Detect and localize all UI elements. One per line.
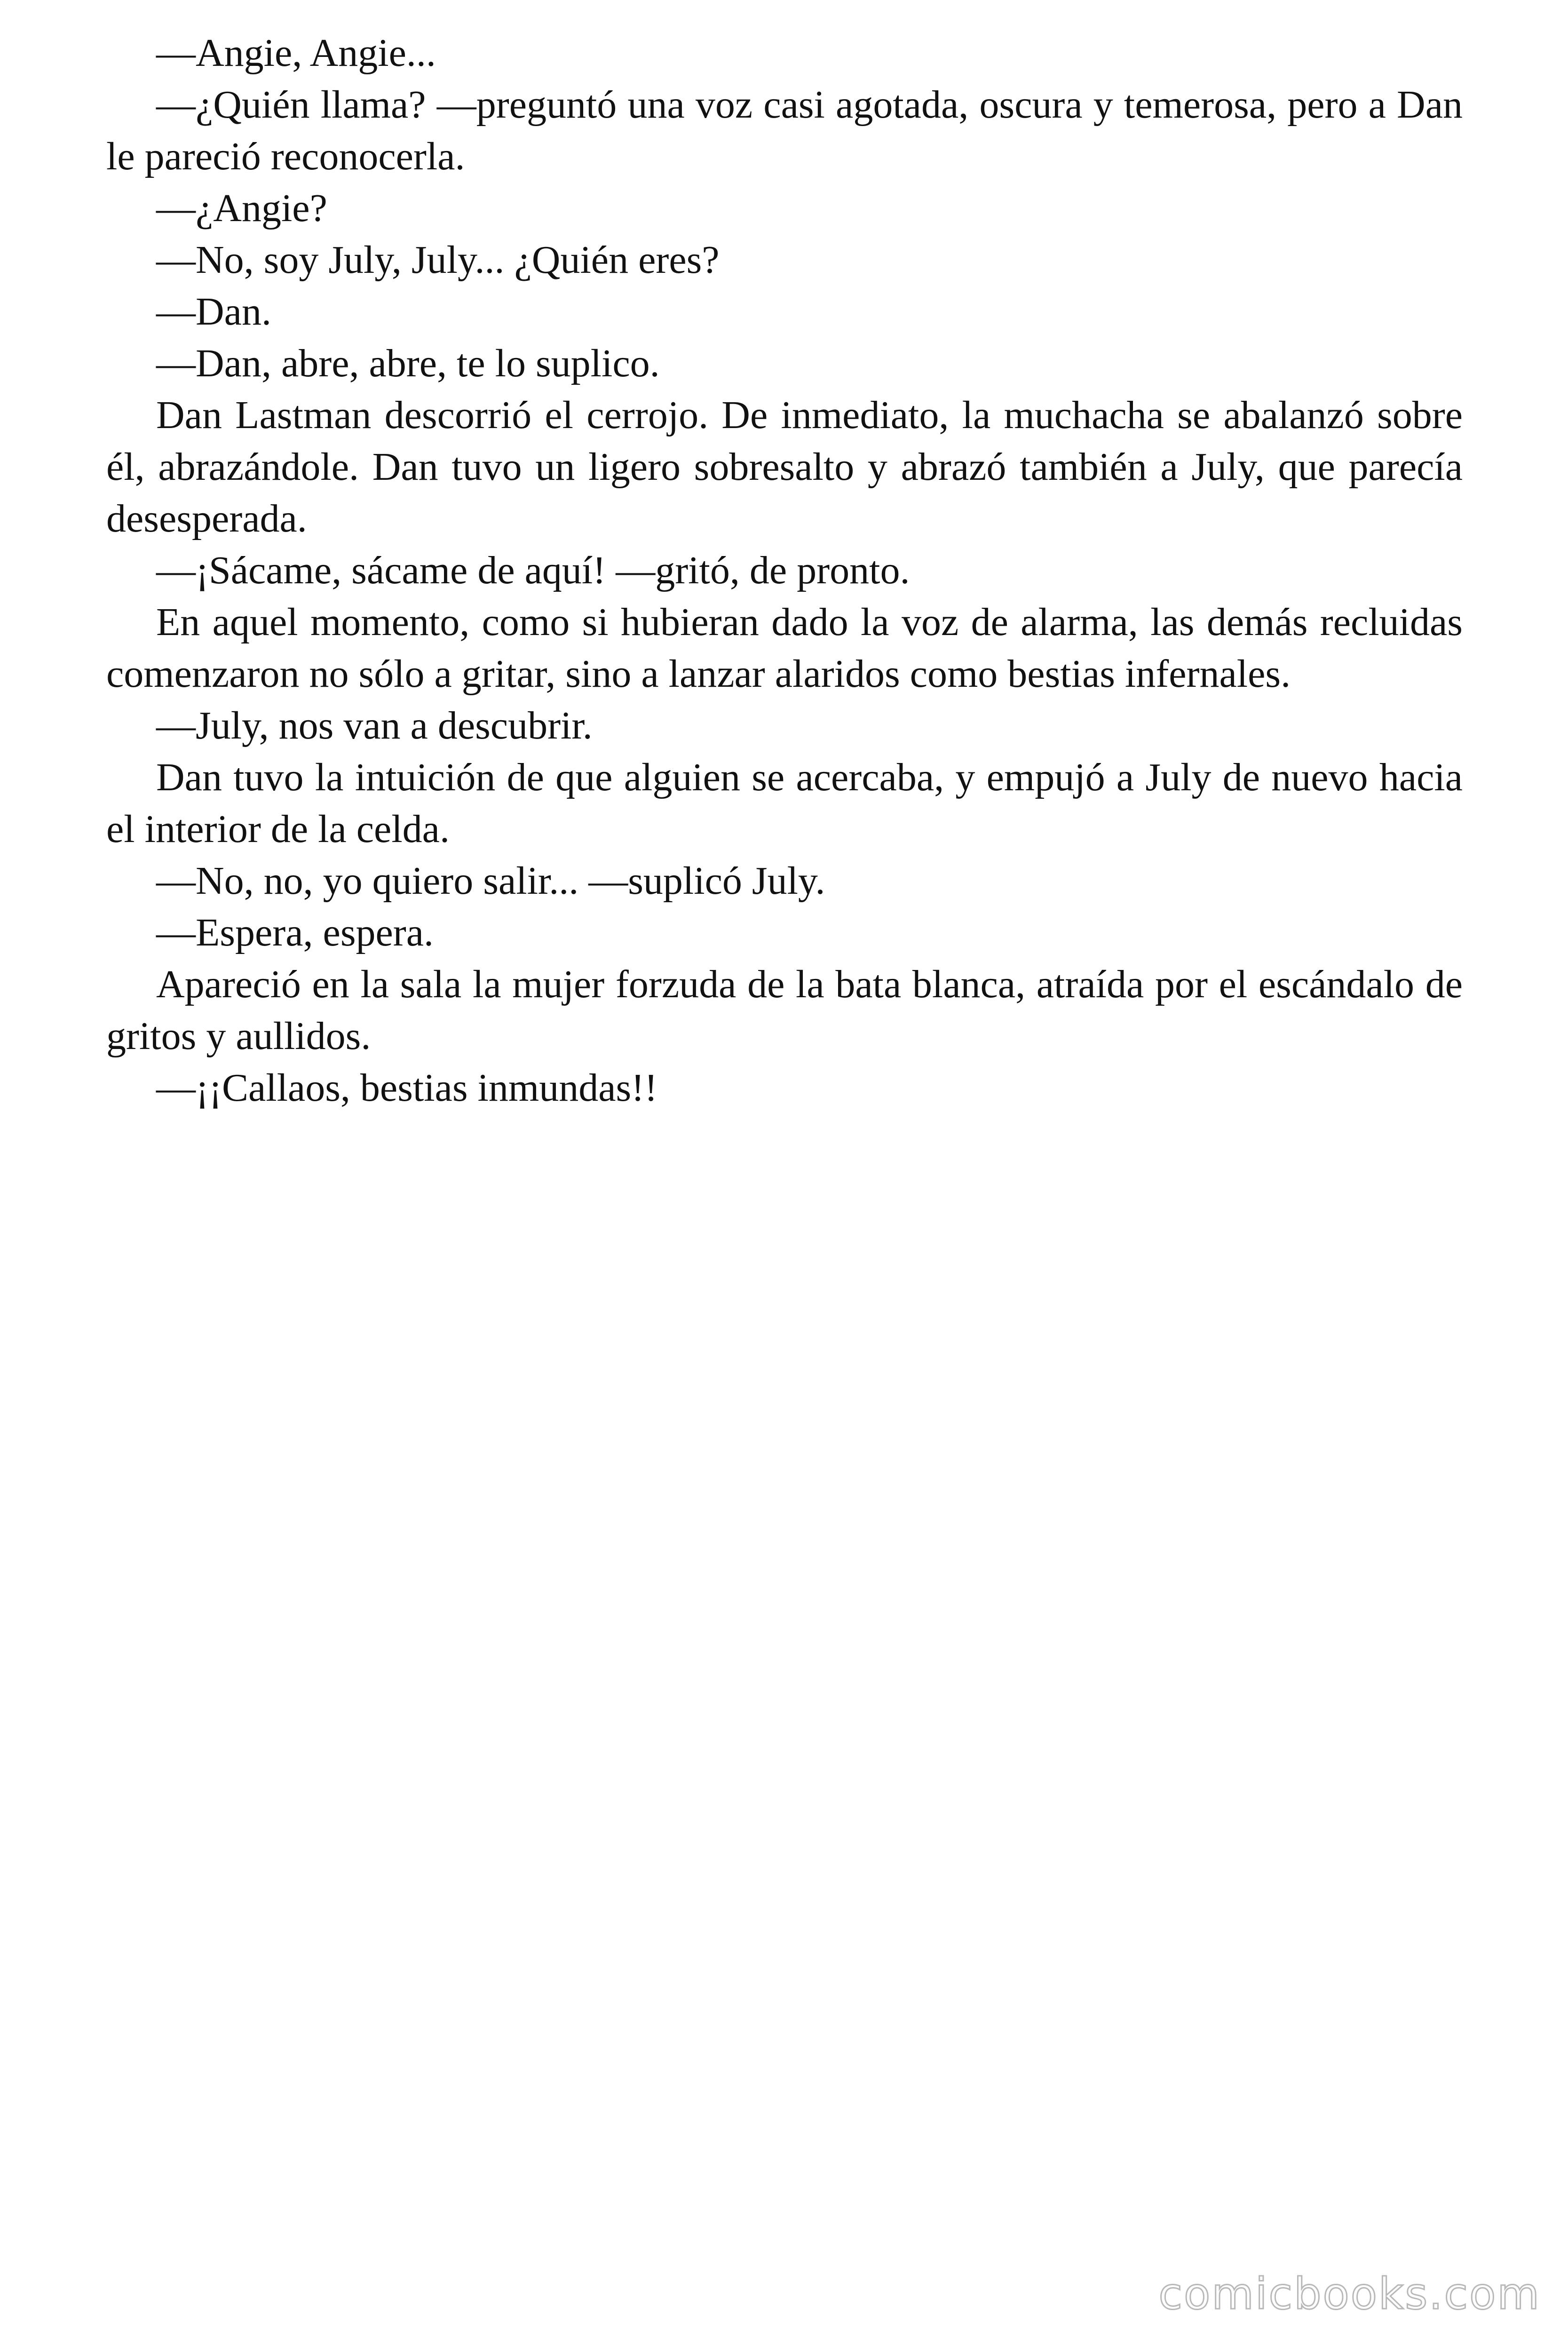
paragraph: —Dan, abre, abre, te lo suplico.	[156, 342, 660, 385]
paragraph: —Angie, Angie...	[156, 31, 436, 75]
paragraph: Apareció en la sala la mujer forzuda de la bata blanca, atraída por el escándalo de gritos y aullidos.	[106, 962, 1463, 1058]
paragraph: —No, soy July, July... ¿Quién eres?	[156, 238, 720, 282]
paragraph: —¿Quién llama? —preguntó una voz casi agotada, oscura y temerosa, pero a Dan le pareció reconocerla.	[106, 83, 1463, 178]
paragraph: —July, nos van a descubrir.	[156, 704, 593, 747]
paragraph: —Espera, espera.	[156, 911, 434, 954]
paragraph: En aquel momento, como si hubieran dado la voz de alarma, las demás recluidas comenzaron no sólo a gritar, sino a lanzar alaridos como bestias infernales.	[106, 600, 1463, 696]
paragraph: —Dan.	[156, 290, 271, 334]
paragraph: —¿Angie?	[156, 186, 327, 230]
paragraph: Dan tuvo la intuición de que alguien se acercaba, y empujó a July de nuevo hacia el interior de la celda.	[106, 755, 1463, 851]
paragraph: Dan Lastman descorrió el cerrojo. De inmediato, la muchacha se abalanzó sobre él, abrazándole. Dan tuvo un ligero sobresalto y abrazó también a July, que parecía desesperada.	[106, 393, 1463, 540]
body-text	[106, 27, 1463, 1114]
watermark: comicbooks.com	[1158, 2269, 1541, 2319]
paragraph: —¡¡Callaos, bestias inmundas!!	[156, 1066, 658, 1110]
paragraph: —No, no, yo quiero salir... —suplicó July.	[156, 859, 825, 903]
paragraph: —¡Sácame, sácame de aquí! —gritó, de pronto.	[156, 548, 910, 592]
